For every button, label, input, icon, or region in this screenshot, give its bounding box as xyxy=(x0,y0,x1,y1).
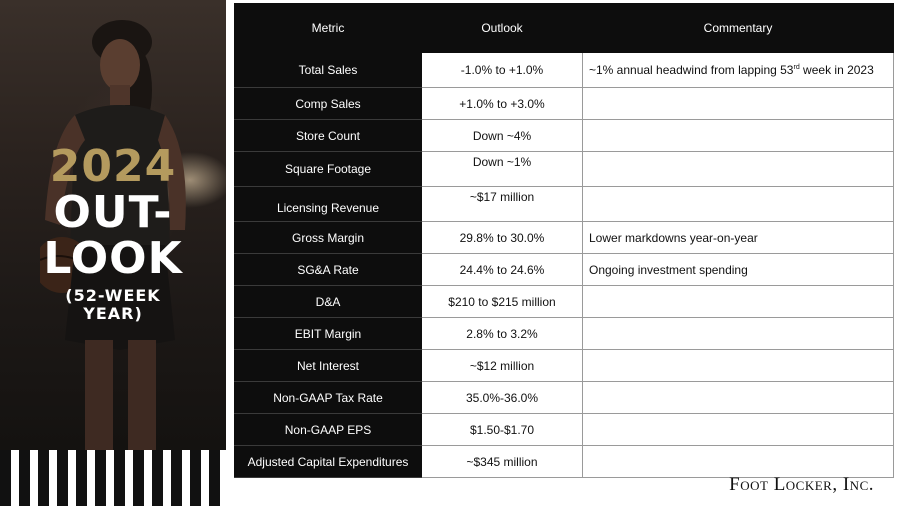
metric-cell: D&A xyxy=(235,286,422,318)
commentary-cell xyxy=(583,286,894,318)
company-logo: Foot Locker, Inc. xyxy=(729,474,874,495)
metric-cell: Non-GAAP Tax Rate xyxy=(235,382,422,414)
outlook-table xyxy=(234,3,894,478)
metric-cell: Adjusted Capital Expenditures xyxy=(235,446,422,478)
outlook-cell: ~$12 million xyxy=(422,350,583,382)
table-row xyxy=(235,318,894,350)
title-sub-2: YEAR) xyxy=(83,304,143,324)
commentary-cell: Ongoing investment spending xyxy=(583,254,894,286)
outlook-cell: Down ~1% xyxy=(422,152,583,187)
table-row xyxy=(235,152,894,187)
commentary-cell xyxy=(583,187,894,222)
table-row xyxy=(235,222,894,254)
commentary-superscript: rd xyxy=(793,64,800,71)
outlook-cell: Down ~4% xyxy=(422,120,583,152)
header-outlook: Outlook xyxy=(422,4,583,53)
commentary-cell xyxy=(583,350,894,382)
table-row xyxy=(235,120,894,152)
commentary-cell xyxy=(583,88,894,120)
metric-cell: Square Footage xyxy=(235,152,422,187)
outlook-cell: 2.8% to 3.2% xyxy=(422,318,583,350)
header-metric: Metric xyxy=(235,4,422,53)
table-row xyxy=(235,350,894,382)
header-commentary: Commentary xyxy=(583,4,894,53)
table-row xyxy=(235,254,894,286)
outlook-cell: $210 to $215 million xyxy=(422,286,583,318)
outlook-cell: +1.0% to +3.0% xyxy=(422,88,583,120)
commentary-cell xyxy=(583,152,894,187)
table-row xyxy=(235,187,894,222)
outlook-cell: -1.0% to +1.0% xyxy=(422,53,583,88)
outlook-title xyxy=(0,141,226,324)
table-row xyxy=(235,446,894,478)
metric-cell: SG&A Rate xyxy=(235,254,422,286)
commentary-cell xyxy=(583,53,894,88)
table-row xyxy=(235,286,894,318)
outlook-cell: $1.50-$1.70 xyxy=(422,414,583,446)
metric-cell: Licensing Revenue xyxy=(235,187,422,222)
commentary-cell xyxy=(583,446,894,478)
outlook-cell: ~$17 million xyxy=(422,187,583,222)
commentary-cell xyxy=(583,120,894,152)
stripe-decoration xyxy=(0,450,226,506)
outlook-cell: 29.8% to 30.0% xyxy=(422,222,583,254)
metric-cell: Gross Margin xyxy=(235,222,422,254)
title-line-1: OUT- xyxy=(53,187,173,238)
table-row xyxy=(235,414,894,446)
outlook-cell: ~$345 million xyxy=(422,446,583,478)
outlook-cell: 35.0%-36.0% xyxy=(422,382,583,414)
table-row xyxy=(235,382,894,414)
title-sub-1: (52-WEEK xyxy=(65,286,161,305)
table-row xyxy=(235,88,894,120)
metric-cell: EBIT Margin xyxy=(235,318,422,350)
commentary-text-end: week in 2023 xyxy=(799,63,874,77)
photo-panel xyxy=(0,0,226,450)
metric-cell: Comp Sales xyxy=(235,88,422,120)
metric-cell: Total Sales xyxy=(235,53,422,88)
title-line-2: LOOK xyxy=(43,233,183,284)
table-header-row xyxy=(235,4,894,53)
metric-cell: Non-GAAP EPS xyxy=(235,414,422,446)
commentary-cell xyxy=(583,382,894,414)
commentary-cell xyxy=(583,414,894,446)
outlook-cell: 24.4% to 24.6% xyxy=(422,254,583,286)
commentary-cell xyxy=(583,318,894,350)
metric-cell: Store Count xyxy=(235,120,422,152)
metric-cell: Net Interest xyxy=(235,350,422,382)
commentary-text: ~1% annual headwind from lapping 53 xyxy=(589,63,794,77)
commentary-cell: Lower markdowns year-on-year xyxy=(583,222,894,254)
title-year: 2024 xyxy=(49,141,177,192)
table-row xyxy=(235,53,894,88)
